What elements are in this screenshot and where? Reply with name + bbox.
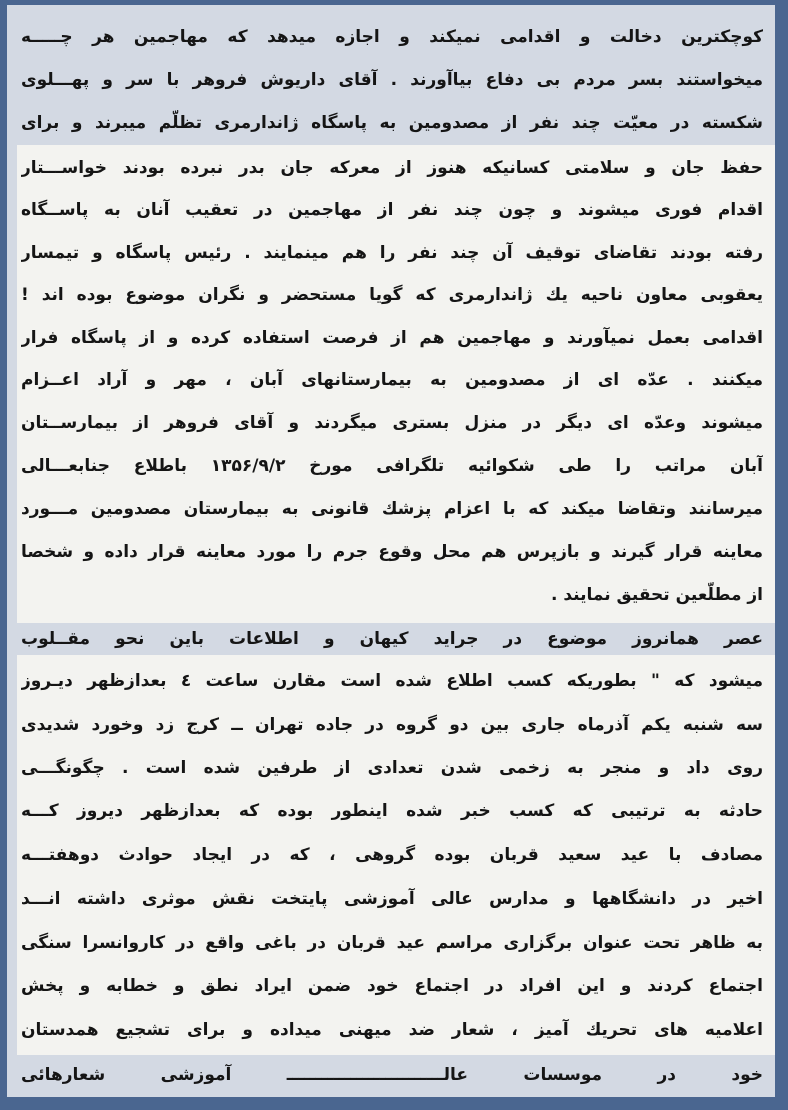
text-line: روی داد و منجر به زخمی شدن تعدادی از طرفین شده است . چگونگـــی <box>21 758 763 778</box>
text-line: اخیر در دانشگاهها و مدارس عالی آموزشی پایتخت نقش موثری داشته انـــد <box>21 889 763 909</box>
text-line: اقدام فوری میشوند و چون چند نفر از مهاجمین در تعقیب آنان به پاســگاه <box>21 200 763 220</box>
text-line: حفظ جان و سلامتی کسانیکه هنوز از معرکه جان بدر نبرده بودند خواســـتار <box>21 158 763 178</box>
text-line: کوچکترین دخالت و اقدامی نمیکند و اجازه میدهد که مهاجمین هر چـــــه <box>21 27 763 47</box>
text-line: شکسته در معیّت چند نفر از مصدومین به پاسگاه ژاندارمری تظلّم میبرند و برای <box>21 113 763 133</box>
text-line: یعقوبی معاون ناحیه یك ژاندارمری که گویا مستحضر و نگران موضوع بوده اند ! <box>21 285 763 305</box>
text-line: مصادف با عید سعید قربان بوده گروهی ، که در ایجاد حوادث دوهفتـــه <box>21 845 763 865</box>
text-line: سه شنبه یکم آذرماه جاری بین دو گروه در جاده تهران ــ کرج زد وخورد شدیدی <box>21 715 763 735</box>
text-line: به ظاهر تحت عنوان برگزاری مراسم عید قربان در باغی واقع در کاروانسرا سنگی <box>21 933 763 953</box>
text-line: میرسانند وتقاضا میکند که با اعزام پزشك قانونی به بیمارستان مصدومین مـــورد <box>21 499 763 519</box>
text-line: اجتماع کردند و این افراد در اجتماع خود ضمن ایراد نطق و خطابه و پخش <box>21 976 763 996</box>
text-line: میکنند . عدّه ای از مصدومین به بیمارستانهای آبان ، مهر و آراد اعــزام <box>21 370 763 390</box>
text-line: میشود که " بطوریکه کسب اطلاع شده است مقارن ساعت ٤ بعدازظهر دیـروز <box>21 671 763 691</box>
text-line: میشوند وعدّه ای دیگر در منزل بستری میگردند و آقای فروهر از بیمارســتان <box>21 413 763 433</box>
text-line: میخواستند بسر مردم بی دفاع بیاآورند . آقای داریوش فروهر با سر و پهـــلوی <box>21 70 763 90</box>
text-line: حادثه به ترتیبی که کسب خبر شده اینطور بوده که بعدازظهر دیروز کـــه <box>21 801 763 821</box>
text-line: عصر همانروز موضوع در جراید کیهان و اطلاعات باین نحو مقــلوب <box>21 629 763 649</box>
text-line: اقدامی بعمل نمیآورند و مهاجمین هم از فرصت استفاده کرده و از پاسگاه فرار <box>21 328 763 348</box>
text-line: آبان مراتب را طی شکوائیه تلگرافی مورخ ۱۳۵۶/۹/۲ باطلاع جنابعـــالی <box>21 456 763 476</box>
text-line: از مطلّعین تحقیق نمایند . <box>550 585 763 605</box>
text-line: اعلامیه های تحریك آمیز ، شعار ضد میهنی میداده و برای تشجیع همدستان <box>21 1020 763 1040</box>
text-line: رفته بودند تقاضای توقیف آن چند نفر را هم مینمایند . رئیس پاسگاه و تیمسار <box>21 243 763 263</box>
text-line: معاینه قرار گیرند و بازپرس هم محل وقوع جرم را مورد معاینه قرار داده و شخصا <box>21 542 763 562</box>
document-page <box>7 5 775 1097</box>
text-line: خود در موسسات عالـــــــــــــــــــــــــــ آموزشی شعارهائی <box>21 1065 763 1085</box>
document-text <box>7 5 775 1097</box>
